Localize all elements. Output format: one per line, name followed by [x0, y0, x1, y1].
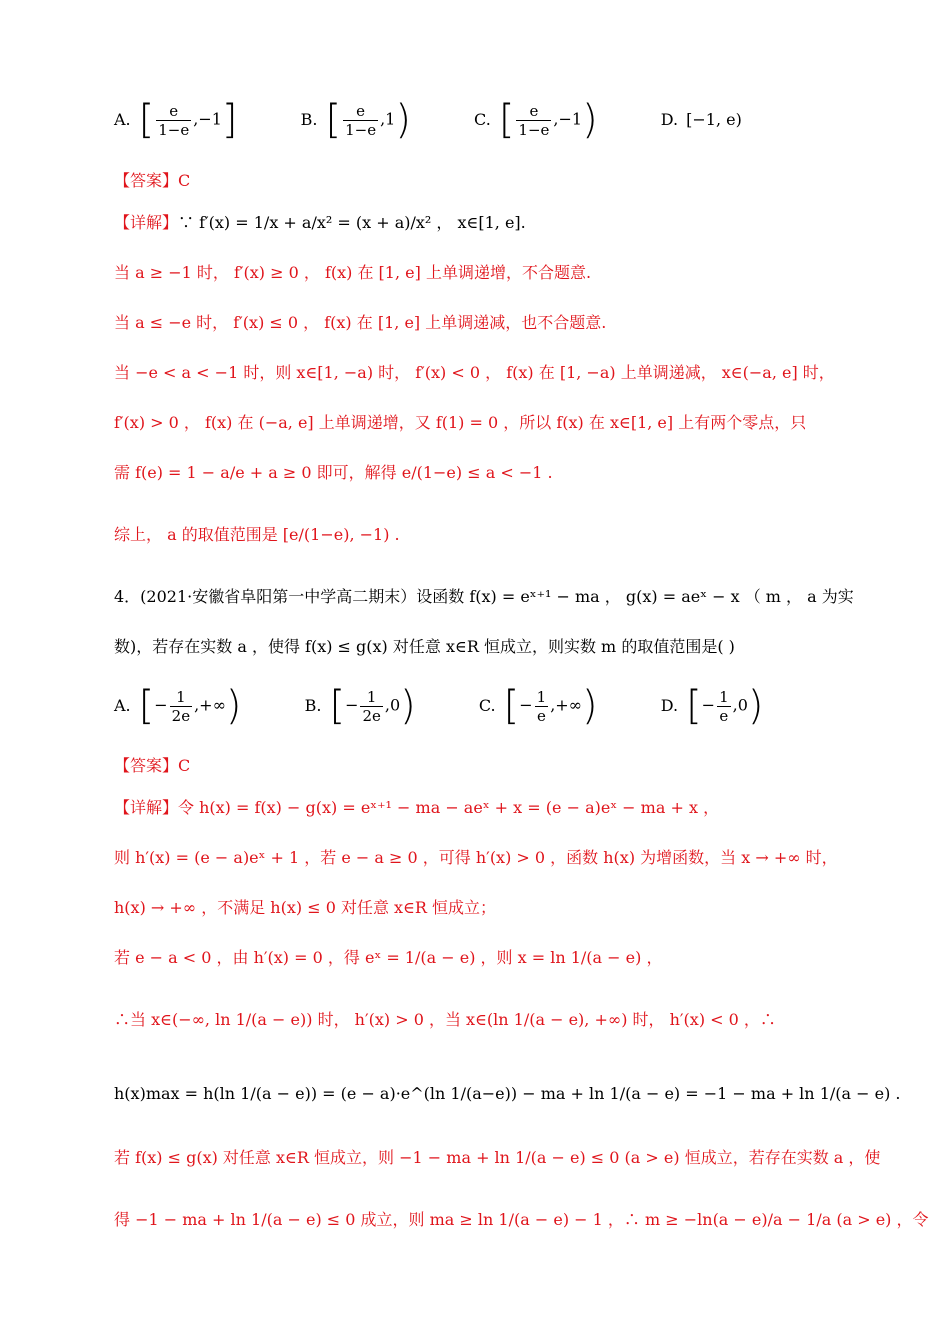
q3-options	[114, 97, 850, 150]
q4-detail-6: h(x)max = h(ln 1/(a − e)) = (e − a)·e^(ln 1/(a−e)) − ma + ln 1/(a − e) = −1 − ma + ln 1/(a − e) .	[114, 1084, 901, 1103]
q4-stem-2: 数)，若存在实数 a ，使得 f(x) ≤ g(x) 对任意 x∈R 恒成立，则实数 m 的取值范围是( )	[114, 637, 735, 656]
q4-detail-1: 【详解】令 h(x) = f(x) − g(x) = eˣ⁺¹ − ma − aeˣ + x = (e − a)eˣ − ma + x ，	[114, 798, 720, 817]
q4-detail-2: 则 h′(x) = (e − a)eˣ + 1 ，若 e − a ≥ 0 ，可得 h′(x) > 0 ，函数 h(x) 为增函数，当 x → +∞ 时，	[114, 848, 838, 867]
q4-option-c: C. [− $\frac{1}{e}$ ,+∞)	[478, 683, 598, 729]
q4-options	[114, 683, 850, 736]
q4-detail-7: 若 f(x) ≤ g(x) 对任意 x∈R 恒成立，则 −1 − ma + ln 1/(a − e) ≤ 0 (a > e) 恒成立，若存在实数 a ，使	[114, 1148, 881, 1167]
q3-option-c: C. [ $\frac{e}{1-e}$ ,−1)	[474, 97, 598, 143]
q3-detail-4: 当 −e < a < −1 时，则 x∈[1, −a) 时， f′(x) < 0 ， f(x) 在 [1, −a) 上单调递减， x∈(−a, e] 时，	[114, 363, 835, 382]
q4-option-b: B. [− $\frac{1}{2e}$ ,0)	[304, 683, 416, 729]
q3-option-a: A. [ $\frac{e}{1-e}$ ,−1]	[114, 97, 238, 143]
q4-detail-8: 得 −1 − ma + ln 1/(a − e) ≤ 0 成立，则 ma ≥ ln 1/(a − e) − 1 ，∴ m ≥ −ln(a − e)/a − 1/a (a > e) ，令	[114, 1210, 929, 1229]
q4-detail-3: h(x) → +∞ ，不满足 h(x) ≤ 0 对任意 x∈R 恒成立；	[114, 898, 497, 917]
q4-detail-5: ∴当 x∈(−∞, ln 1/(a − e)) 时， h′(x) > 0 ，当 x∈(ln 1/(a − e), +∞) 时， h′(x) < 0 ，∴	[114, 1010, 776, 1029]
q3-detail-1: 【详解】∵ f′(x) = 1/x + a/x² = (x + a)/x² ， x∈[1, e].	[114, 213, 526, 232]
q3-option-d: D. [−1, e)	[660, 109, 742, 129]
q4-option-d: D. [− $\frac{1}{e}$ ,0)	[660, 683, 764, 729]
q4-option-a: A. [− $\frac{1}{2e}$ ,+∞)	[114, 683, 242, 729]
q3-detail-tag: 【详解】	[114, 213, 179, 232]
q3-answer: 【答案】C	[114, 171, 191, 190]
q4-detail-4: 若 e − a < 0 ，由 h′(x) = 0 ，得 eˣ = 1/(a − e) ，则 x = ln 1/(a − e) ，	[114, 948, 663, 967]
q3-detail-7: 综上， a 的取值范围是 [e/(1−e), −1) .	[114, 525, 400, 544]
q4-stem-1: 4．(2021·安徽省阜阳第一中学高二期末）设函数 f(x) = eˣ⁺¹ − ma ， g(x) = aeˣ − x （ m ， a 为实	[114, 587, 854, 606]
q3-detail-3: 当 a ≤ −e 时， f′(x) ≤ 0 ， f(x) 在 [1, e] 上单调递减，也不合题意.	[114, 313, 607, 332]
q3-option-b: B. [ $\frac{e}{1-e}$ ,1)	[300, 97, 411, 143]
q4-answer: 【答案】C	[114, 756, 191, 775]
q3-detail-2: 当 a ≥ −1 时， f′(x) ≥ 0 ， f(x) 在 [1, e] 上单调递增，不合题意.	[114, 263, 592, 282]
q4-detail-tag: 【详解】	[114, 798, 179, 817]
q3-detail-6: 需 f(e) = 1 − a/e + a ≥ 0 即可，解得 e/(1−e) ≤ a < −1 .	[114, 463, 553, 482]
q3-detail-5: f′(x) > 0 ， f(x) 在 (−a, e] 上单调递增，又 f(1) = 0 ，所以 f(x) 在 x∈[1, e] 上有两个零点，只	[114, 413, 807, 432]
